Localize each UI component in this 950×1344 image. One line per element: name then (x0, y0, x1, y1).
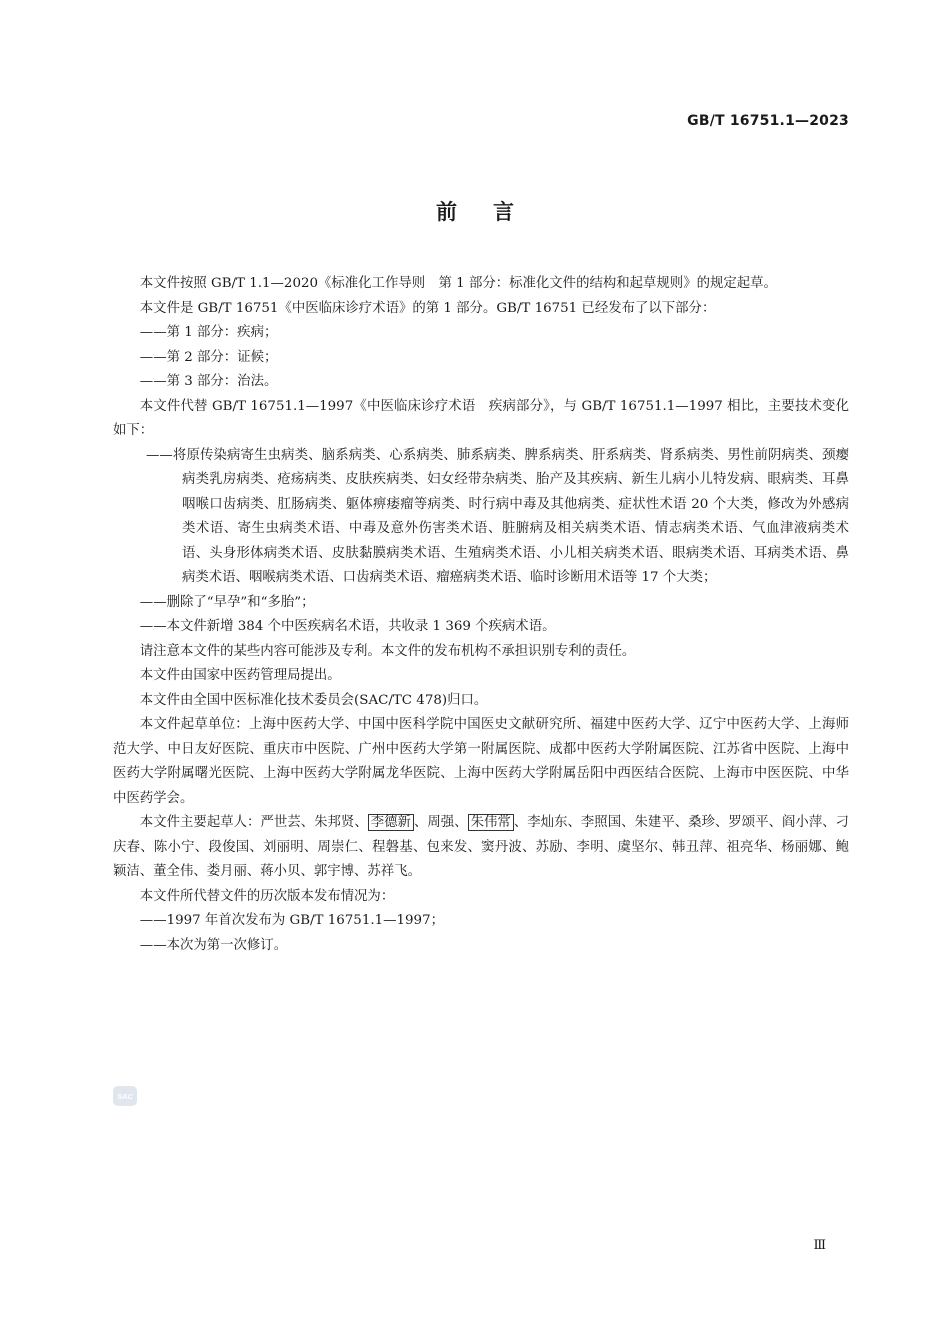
paragraph-series: 本文件是 GB/T 16751《中医临床诊疗术语》的第 1 部分。GB/T 16751 已经发布了以下部分： (139, 300, 716, 316)
drafters-prefix: 本文件主要起草人：严世芸、朱邦贤、 (139, 815, 368, 830)
list-item-change: ——本文件新增 384 个中医疾病名术语，共收录 1 369 个疾病术语。 (139, 619, 556, 634)
drafter-name-boxed: 朱伟常 (468, 814, 514, 831)
list-item-part: ——第 1 部分：疾病； (139, 325, 278, 340)
standard-code: GB/T 16751.1—2023 (687, 113, 849, 129)
paragraph-under-jurisdiction: 本文件由全国中医标准化技术委员会(SAC/TC 478)归口。 (139, 692, 488, 708)
sac-logo-text: SAC (117, 1092, 133, 1101)
list-item-part: ——第 3 部分：治法。 (139, 374, 278, 389)
list-item-change: ——将原传染病寄生虫病类、脑系病类、心系病类、肺系病类、脾系病类、肝系病类、肾系病类、男性前阴病类、颈瘿病类乳房病类、疮疡病类、皮肤疾病类、妇女经带杂病类、胎产及其疾病、新生儿病小儿特发病、眼病类、耳鼻咽喉口齿病类、肛肠病类、躯体痹痿瘤等病类、时行病中毒及其他病类、症状性术语 20 个大类，修改为外感病类术语、寄生虫病类术语、中毒及意外伤害类术语、脏腑病及相关病类术语、情志病类术语、气血津液病类术语、头身形体病类术语、皮肤黏膜病类术语、生殖病类术语、小儿相关病类术语、眼病类术语、耳病类术语、鼻病类术语、咽喉病类术语、口齿病类术语、瘤癌病类术语、临时诊断用术语等 17 个大类； (146, 447, 849, 585)
list-item-part: ——第 2 部分：证候； (139, 349, 278, 365)
paragraph-replaces: 本文件代替 GB/T 16751.1—1997《中医临床诊疗术语 疾病部分》，与 GB/T 16751.1—1997 相比，主要技术变化如下： (113, 398, 849, 438)
list-item-change: ——删除了“早孕”和“多胎”； (139, 594, 315, 610)
foreword-body (113, 272, 849, 958)
paragraph-patent-notice: 请注意本文件的某些内容可能涉及专利。本文件的发布机构不承担识别专利的责任。 (139, 643, 636, 659)
paragraph-drafting-rules: 本文件按照 GB/T 1.1—2020《标准化工作导则 第 1 部分：标准化文件的结构和起草规则》的规定起草。 (139, 276, 777, 291)
paragraph-drafters (113, 811, 849, 885)
paragraph-drafting-units: 本文件起草单位：上海中医药大学、中国中医科学院中国医史文献研究所、福建中医药大学、辽宁中医药大学、上海师范大学、中日友好医院、重庆市中医院、广州中医药大学第一附属医院、成都中医药大学附属医院、江苏省中医院、上海中医药大学附属曙光医院、上海中医药大学附属龙华医院、上海中医药大学附属岳阳中西医结合医院、上海市中医医院、中华中医药学会。 (113, 717, 849, 806)
page-number: Ⅲ (813, 1238, 826, 1253)
paragraph-proposed-by: 本文件由国家中医药管理局提出。 (139, 668, 341, 683)
paragraph-history-intro: 本文件所代替文件的历次版本发布情况为： (139, 888, 395, 904)
page-title: 前言 (436, 200, 550, 224)
sac-logo (113, 1086, 137, 1106)
drafters-mid: 、周强、 (413, 815, 468, 830)
drafters-rest: 、李灿东、李照国、朱建平、桑珍、罗颂平、阎小萍、刁庆春、陈小宁、段俊国、刘丽明、周崇仁、程磐基、包来发、窦丹波、苏励、李明、虞坚尔、韩丑萍、祖亮华、杨丽娜、鲍颖洁、董全伟、娄月丽、蒋小贝、郭宇博、苏祥飞。 (113, 815, 850, 879)
list-item-history: ——1997 年首次发布为 GB/T 16751.1—1997； (139, 913, 444, 928)
drafter-name-boxed: 李德新 (368, 814, 414, 831)
list-item-history: ——本次为第一次修订。 (139, 937, 288, 953)
